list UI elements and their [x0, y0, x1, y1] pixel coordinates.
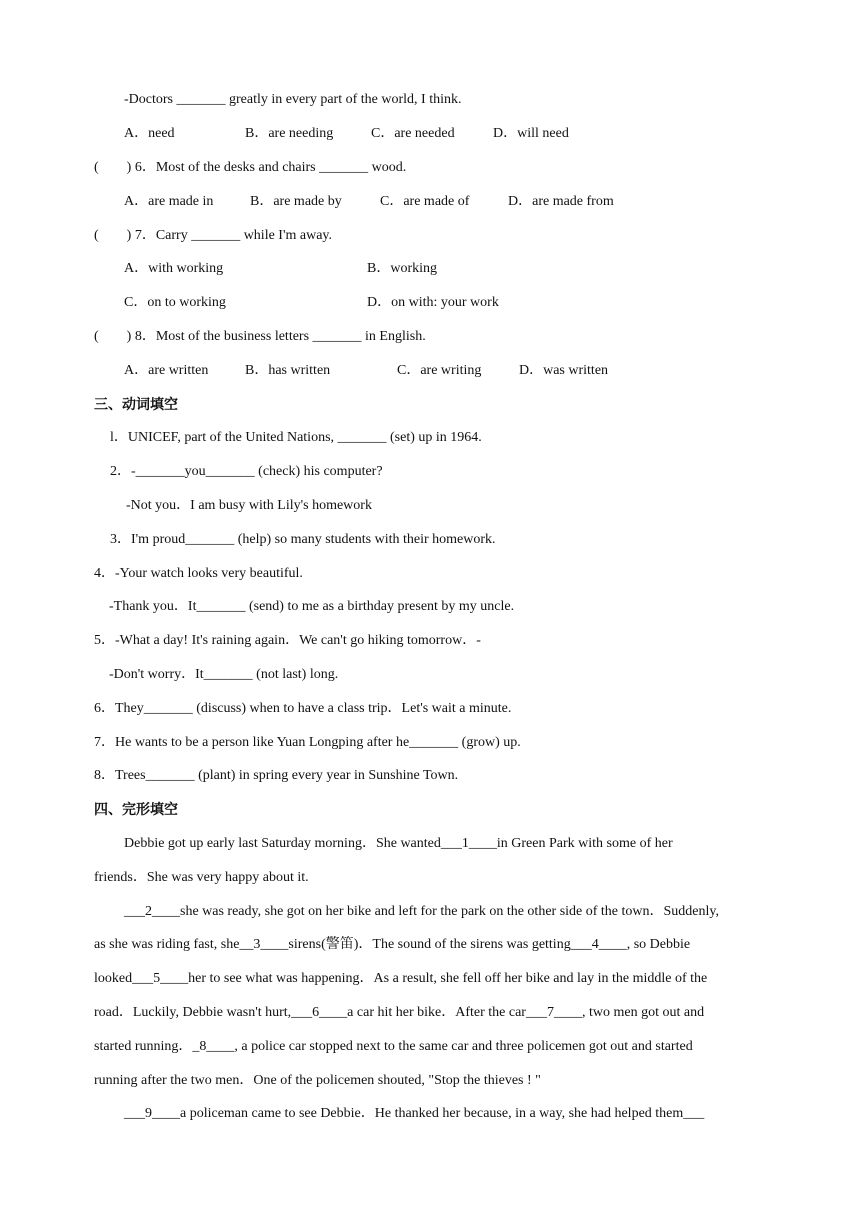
q8-option-b: B．has written: [245, 363, 331, 378]
q5-stem: -Doctors _______ greatly in every part of the world, I think.: [124, 92, 462, 107]
q5-option-c: C．are needed: [371, 126, 455, 141]
s3-item-2-reply: -Not you．I am busy with Lily's homework: [126, 498, 372, 513]
q7-option-a: A．with working: [124, 261, 224, 276]
q6-stem: ( ) 6．Most of the desks and chairs _______ wood.: [94, 160, 407, 175]
q6-option-a: A．are made in: [124, 194, 214, 209]
cloze-line: looked___5____her to see what was happening．As a result, she fell off her bike and lay in the middle of the: [94, 971, 708, 986]
q6-option-d: D．are made from: [508, 194, 614, 209]
cloze-line: started running．_8____, a police car stopped next to the same car and three policemen got out and started: [94, 1039, 693, 1054]
cloze-line: running after the two men．One of the policemen shouted, "Stop the thieves ! ": [94, 1073, 541, 1088]
q6-option-c: C．are made of: [380, 194, 470, 209]
s3-item-3: 3．I'm proud_______ (help) so many students with their homework.: [110, 532, 496, 547]
section4-heading: 四、完形填空: [94, 802, 178, 818]
q6-option-b: B．are made by: [250, 194, 342, 209]
section3-heading: 三、动词填空: [94, 397, 178, 413]
q7-option-d: D．on with: your work: [367, 295, 499, 310]
s3-item-5: 5．-What a day! It's raining again．We can't go hiking tomorrow．-: [94, 633, 481, 648]
q7-stem: ( ) 7．Carry _______ while I'm away.: [94, 228, 333, 243]
q5-option-a: A．need: [124, 126, 175, 141]
cloze-line: ___9____a policeman came to see Debbie．He thanked her because, in a way, she had helped them___: [124, 1106, 705, 1121]
q8-option-d: D．was written: [519, 363, 609, 378]
s3-item-2: 2．-_______you_______ (check) his computer?: [110, 464, 383, 479]
cloze-line: friends．She was very happy about it.: [94, 870, 309, 885]
q8-stem: ( ) 8．Most of the business letters _______ in English.: [94, 329, 426, 344]
cloze-line: Debbie got up early last Saturday morning．She wanted___1____in Green Park with some of her: [124, 836, 673, 851]
q5-option-b: B．are needing: [245, 126, 334, 141]
s3-item-8: 8．Trees_______ (plant) in spring every year in Sunshine Town.: [94, 768, 459, 783]
cloze-line: road．Luckily, Debbie wasn't hurt,___6____a car hit her bike．After the car___7____, two men got out and: [94, 1005, 705, 1020]
q5-option-d: D．will need: [493, 126, 569, 141]
q7-option-c: C．on to working: [124, 295, 226, 310]
s3-item-5-reply: -Don't worry．It_______ (not last) long.: [109, 667, 339, 682]
cloze-line: ___2____she was ready, she got on her bike and left for the park on the other side of the town．Suddenly,: [124, 904, 719, 919]
q8-option-c: C．are writing: [397, 363, 482, 378]
s3-item-6: 6．They_______ (discuss) when to have a class trip．Let's wait a minute.: [94, 701, 512, 716]
s3-item-4-reply: -Thank you．It_______ (send) to me as a birthday present by my uncle.: [109, 599, 515, 614]
s3-item-1: l．UNICEF, part of the United Nations, _______ (set) up in 1964.: [110, 430, 482, 445]
q7-option-b: B．working: [367, 261, 437, 276]
s3-item-7: 7．He wants to be a person like Yuan Longping after he_______ (grow) up.: [94, 735, 521, 750]
s3-item-4: 4．-Your watch looks very beautiful.: [94, 566, 303, 581]
q8-option-a: A．are written: [124, 363, 209, 378]
cloze-line: as she was riding fast, she__3____sirens(警笛)．The sound of the sirens was getting___4____, so Debbie: [94, 937, 691, 952]
